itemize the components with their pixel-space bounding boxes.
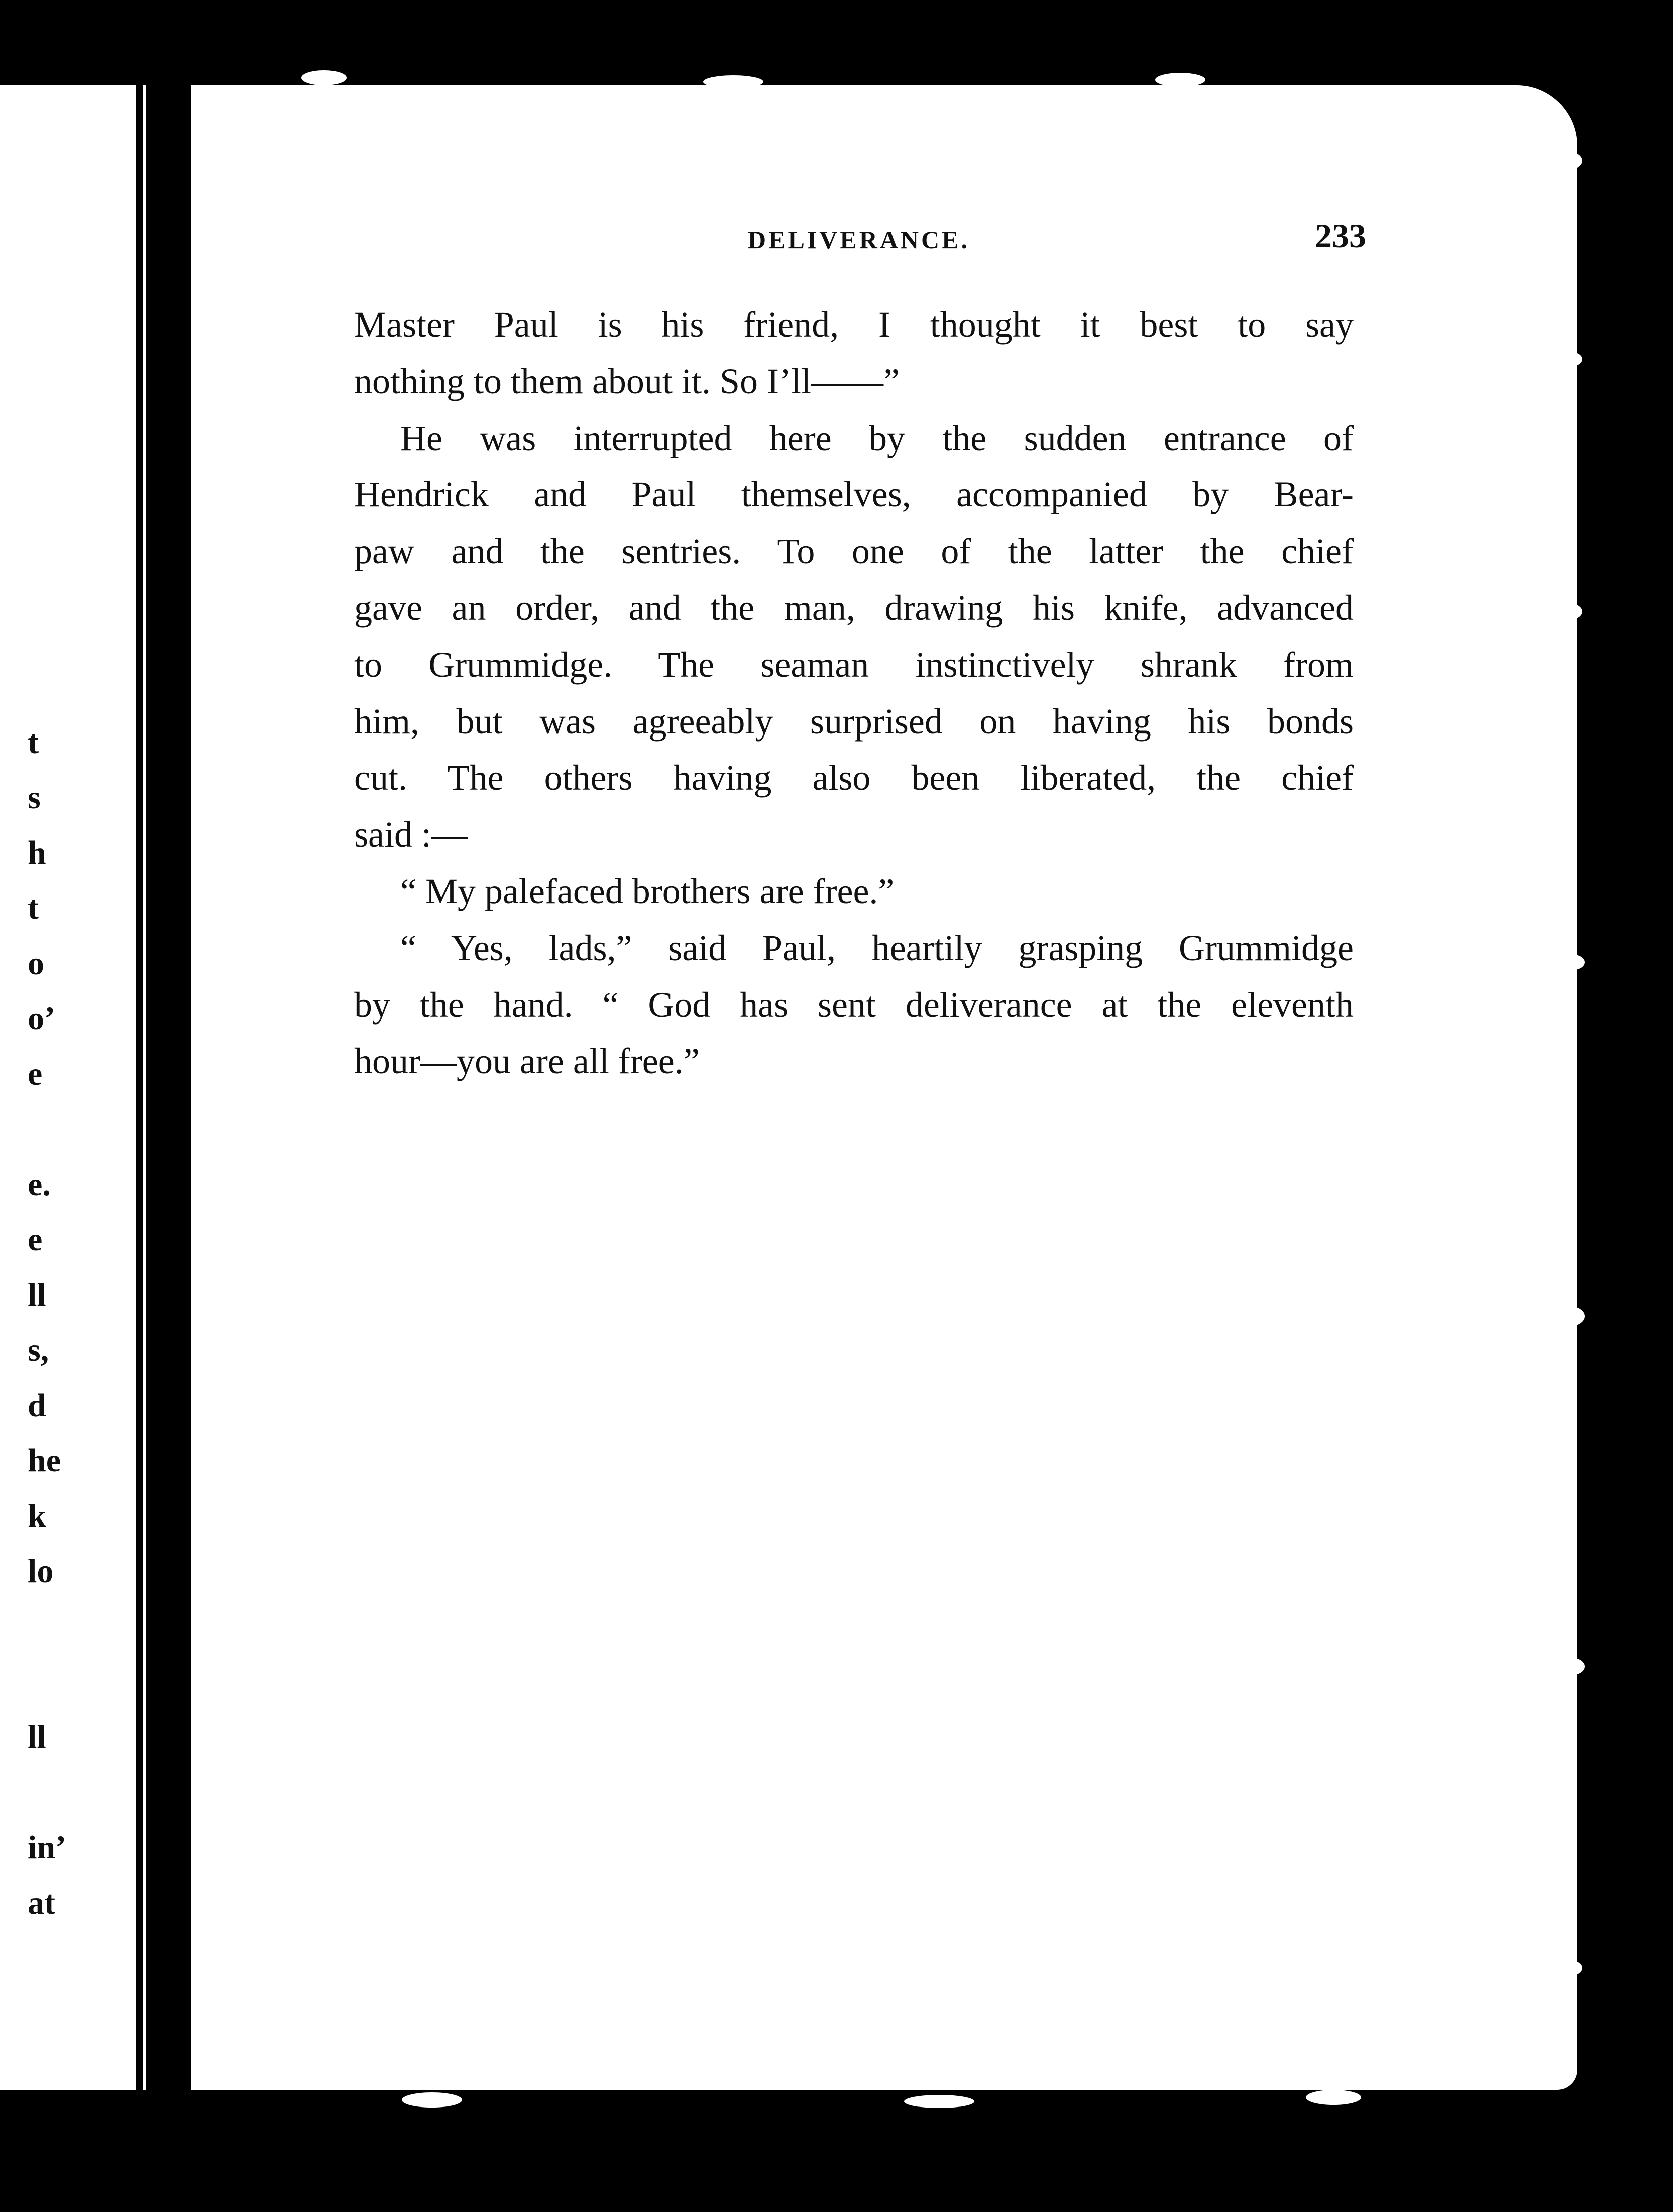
text-line: to Grummidge. The seaman instinctively shrank from (354, 644, 1354, 685)
text-line: “ Yes, lads,” said Paul, heartily grasping Grummidge (400, 927, 1354, 968)
text-line: hour—you are all free.” (354, 1041, 700, 1082)
gutter-line (136, 80, 143, 2212)
fragment: in’ (28, 1829, 67, 1866)
text-line: said :— (354, 814, 468, 855)
text-line: paw and the sentries. To one of the latter the chief (354, 531, 1354, 572)
text-line: He was interrupted here by the sudden entrance of (400, 417, 1354, 458)
text-line: cut. The others having also been liberated, the chief (354, 758, 1354, 798)
fragment: he (28, 1442, 61, 1479)
text-line: by the hand. “ God has sent deliverance at the eleventh (354, 984, 1354, 1025)
scan-border-right (1577, 0, 1673, 2212)
text-line: nothing to them about it. So I’ll——” (354, 361, 900, 401)
scan-border-bottom (0, 2090, 1673, 2212)
text-line: Master Paul is his friend, I thought it best to say (354, 304, 1354, 345)
page-number: 233 (1315, 217, 1366, 255)
fragment: e (28, 1221, 43, 1258)
fragment: h (28, 834, 46, 871)
text-line: gave an order, and the man, drawing his knife, advanced (354, 587, 1354, 628)
body-text (354, 296, 1354, 1090)
fragment: s (28, 779, 41, 816)
text-line: “ My palefaced brothers are free.” (400, 871, 895, 911)
fragment: e. (28, 1166, 51, 1203)
fragment: t (28, 724, 39, 761)
text-line: Hendrick and Paul themselves, accompanied by Bear- (354, 474, 1354, 515)
fragment: t (28, 890, 39, 926)
fragment: k (28, 1498, 46, 1534)
running-head: DELIVERANCE. (747, 226, 970, 254)
fragment: o’ (28, 1000, 55, 1037)
facing-page-edge (0, 85, 146, 2100)
fragment: lo (28, 1553, 54, 1590)
fragment: d (28, 1387, 46, 1424)
text-line: him, but was agreeably surprised on having his bonds (354, 701, 1354, 742)
fragment: ll (28, 1719, 46, 1755)
fragment: s, (28, 1332, 49, 1368)
scan-border-top (0, 0, 1673, 85)
fragment: ll (28, 1277, 46, 1313)
fragment: o (28, 945, 44, 982)
fragment: at (28, 1884, 55, 1921)
fragment: e (28, 1056, 43, 1092)
book-gutter (146, 80, 191, 2212)
